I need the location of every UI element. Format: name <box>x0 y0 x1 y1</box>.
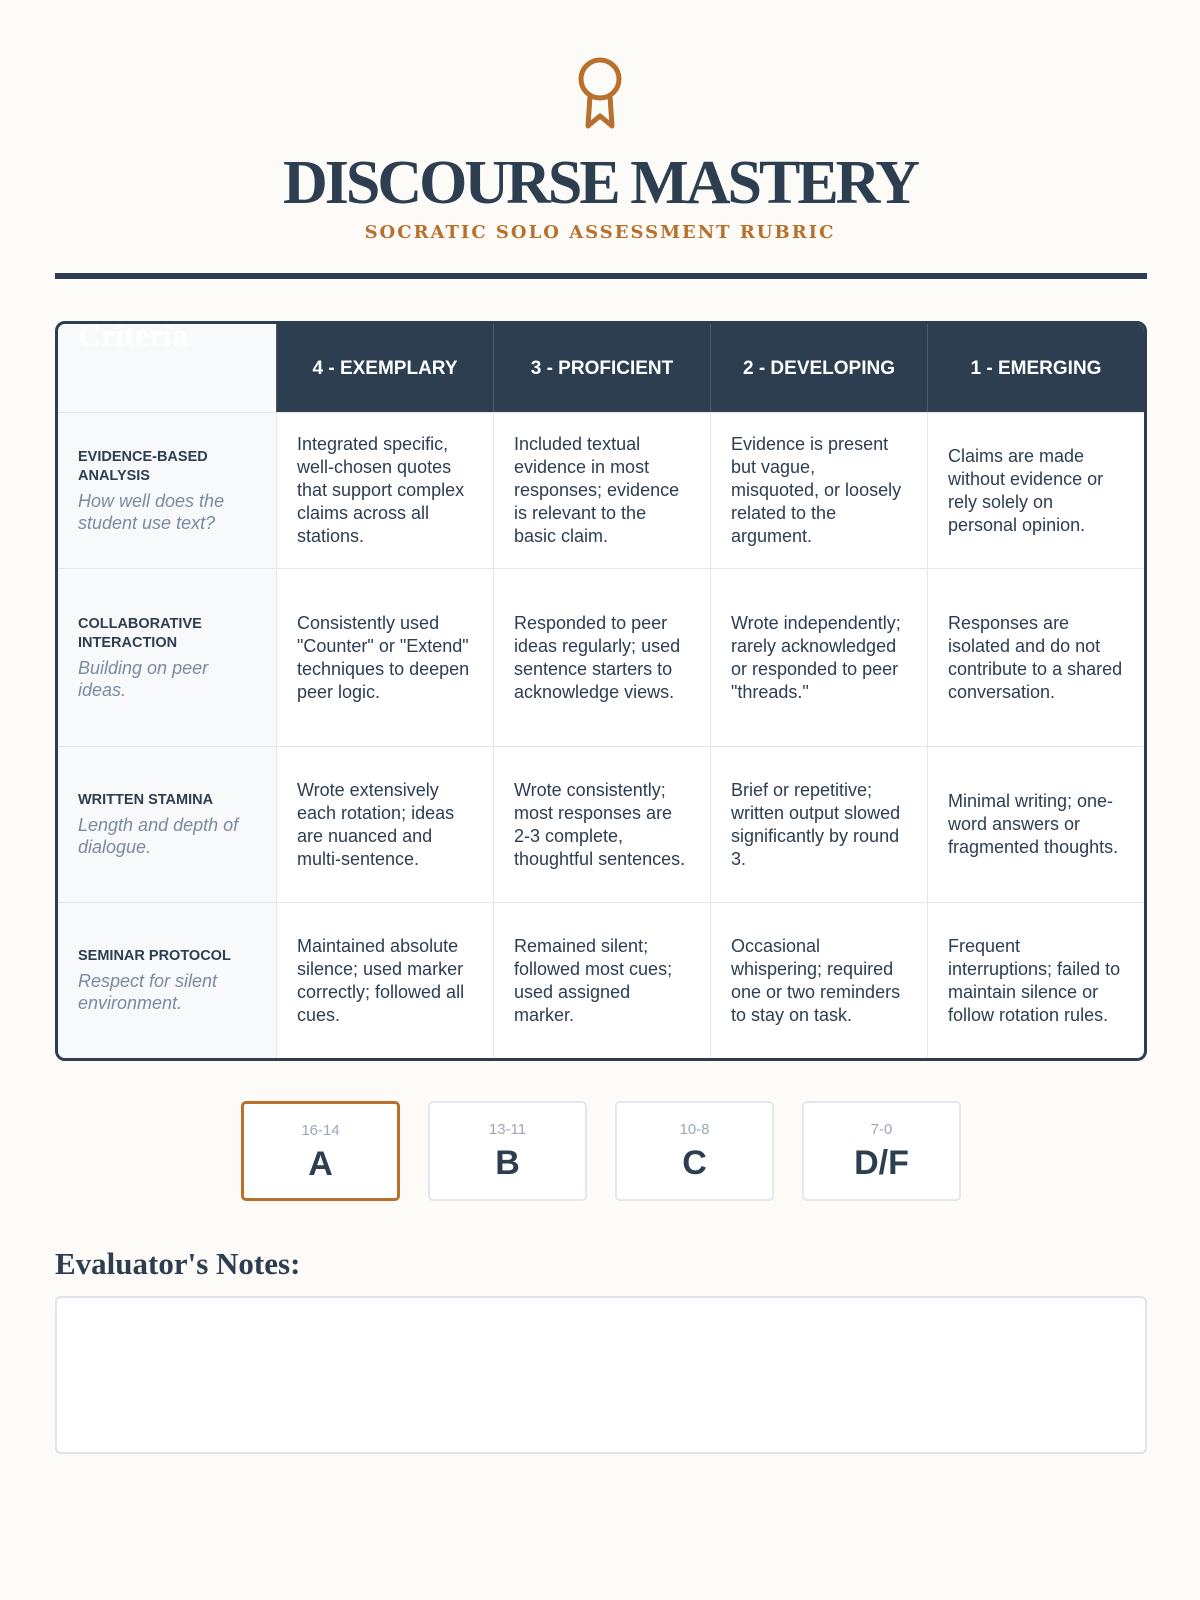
column-header: 3 - PROFICIENT <box>493 324 710 412</box>
page-title: DISCOURSE MASTERY <box>282 149 918 217</box>
grade-letter: C <box>682 1144 707 1182</box>
rubric-cell: Responded to peer ideas regularly; used sentence starters to acknowledge views. <box>493 569 710 746</box>
rubric-cell: Remained silent; followed most cues; used assigned marker. <box>493 903 710 1058</box>
column-header: 1 - EMERGING <box>927 324 1144 412</box>
grade-option-b[interactable] <box>428 1101 587 1201</box>
rubric-cell: Maintained absolute silence; used marker correctly; followed all cues. <box>276 903 493 1058</box>
column-header: 2 - DEVELOPING <box>710 324 927 412</box>
award-ribbon-icon <box>576 56 624 132</box>
table-row <box>58 412 1144 568</box>
rubric-cell: Evidence is present but vague, misquoted, or loosely related to the argument. <box>710 413 927 568</box>
criterion-cell <box>58 413 276 568</box>
criterion-cell <box>58 569 276 746</box>
notes-title: Evaluator's Notes: <box>55 1246 301 1281</box>
rubric-cell: Claims are made without evidence or rely solely on personal opinion. <box>927 413 1144 568</box>
grade-range: 10-8 <box>679 1121 710 1138</box>
grade-letter: D/F <box>854 1144 909 1182</box>
rubric-cell: Responses are isolated and do not contribute to a shared conversation. <box>927 569 1144 746</box>
criterion-name: WRITTEN STAMINA <box>78 792 214 808</box>
grade-letter: A <box>308 1145 333 1183</box>
criterion-description: Building on peer ideas. <box>78 657 209 700</box>
grade-range: 13-11 <box>488 1121 527 1138</box>
table-row <box>58 568 1144 746</box>
divider <box>55 273 1147 279</box>
table-row <box>58 746 1144 902</box>
rubric-cell: Minimal writing; one-word answers or fragmented thoughts. <box>927 747 1144 902</box>
grade-scale <box>241 1101 961 1201</box>
criterion-name: EVIDENCE-BASED ANALYSIS <box>78 448 208 484</box>
criterion-cell <box>58 903 276 1058</box>
criterion-cell <box>58 747 276 902</box>
notes-input[interactable] <box>55 1296 1147 1454</box>
rubric-cell: Brief or repetitive; written output slowed significantly by round 3. <box>710 747 927 902</box>
rubric-cell: Wrote extensively each rotation; ideas are nuanced and multi-sentence. <box>276 747 493 902</box>
rubric-cell: Occasional whispering; required one or two reminders to stay on task. <box>710 903 927 1058</box>
grade-letter: B <box>495 1144 520 1182</box>
column-header: 4 - EXEMPLARY <box>276 324 493 412</box>
grade-option-df[interactable] <box>802 1101 961 1201</box>
criterion-name: SEMINAR PROTOCOL <box>78 948 231 964</box>
rubric-table <box>55 321 1147 1061</box>
criterion-name: COLLABORATIVE INTERACTION <box>78 615 202 651</box>
rubric-cell: Consistently used "Counter" or "Extend" techniques to deepen peer logic. <box>276 569 493 746</box>
rubric-cell: Wrote independently; rarely acknowledged or responded to peer "threads." <box>710 569 927 746</box>
rubric-cell: Included textual evidence in most responses; evidence is relevant to the basic claim. <box>493 413 710 568</box>
table-header <box>58 321 1144 412</box>
rubric-cell: Frequent interruptions; failed to maintain silence or follow rotation rules. <box>927 903 1144 1058</box>
grade-range: 16-14 <box>301 1122 340 1139</box>
rubric-cell: Integrated specific, well-chosen quotes that support complex claims across all stations. <box>276 413 493 568</box>
criterion-description: How well does the student use text? <box>78 490 225 533</box>
grade-option-a[interactable] <box>241 1101 400 1201</box>
page-subtitle: SOCRATIC SOLO ASSESSMENT RUBRIC <box>364 222 836 243</box>
table-row <box>58 902 1144 1058</box>
criterion-description: Length and depth of dialogue. <box>78 815 239 857</box>
criterion-description: Respect for silent environment. <box>78 971 218 1013</box>
grade-range: 7-0 <box>870 1121 893 1138</box>
column-header: Criteria <box>58 324 276 412</box>
grade-option-c[interactable] <box>615 1101 774 1201</box>
rubric-cell: Wrote consistently; most responses are 2-3 complete, thoughtful sentences. <box>493 747 710 902</box>
